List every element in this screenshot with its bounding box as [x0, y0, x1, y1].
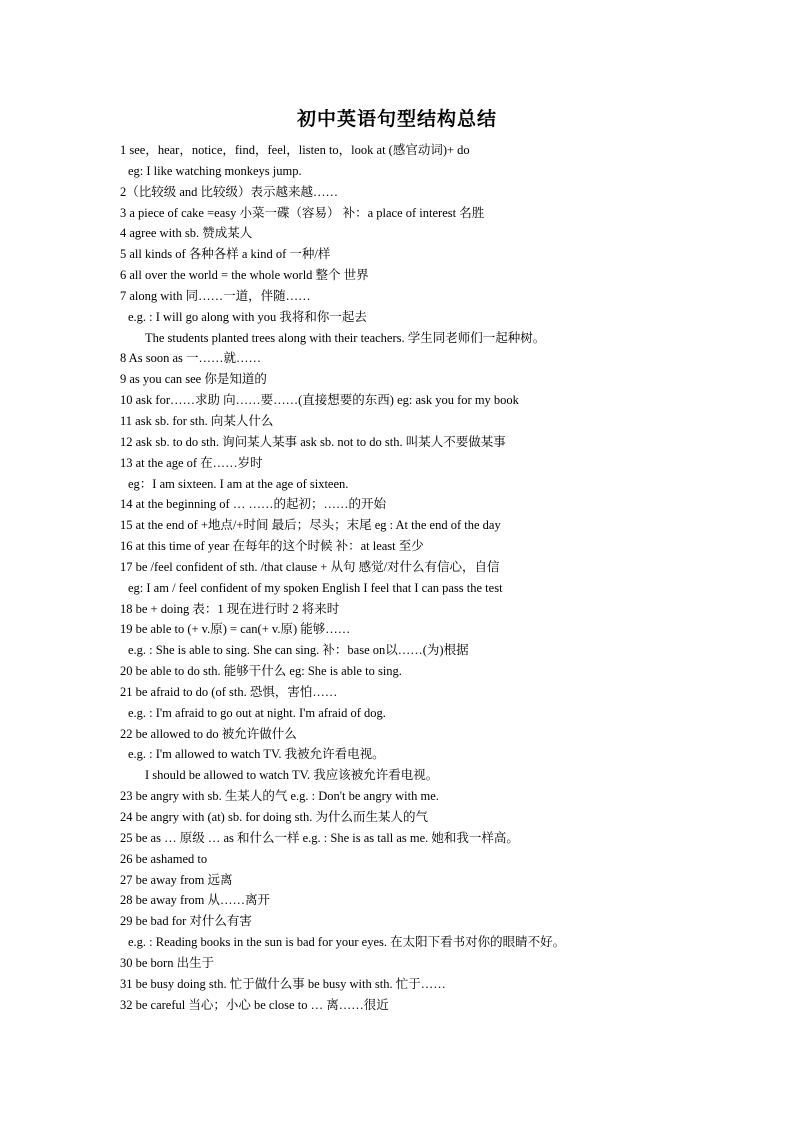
pattern-line: 8 As soon as 一……就…… — [120, 351, 261, 366]
example-line: The students planted trees along with their teachers. 学生同老师们一起种树。 — [145, 330, 546, 345]
pattern-line: 12 ask sb. to do sth. 询问某人某事 ask sb. not to do sth. 叫某人不要做某事 — [120, 434, 506, 449]
pattern-line: 18 be + doing 表：1 现在进行时 2 将来时 — [120, 601, 340, 616]
pattern-line: 4 agree with sb. 赞成某人 — [120, 226, 253, 241]
pattern-line: 5 all kinds of 各种各样 a kind of 一种/样 — [120, 247, 331, 262]
pattern-line: 29 be bad for 对什么有害 — [120, 914, 252, 929]
example-line: e.g. : I'm afraid to go out at night. I'm afraid of dog. — [128, 705, 386, 720]
pattern-line: 7 along with 同……一道，伴随…… — [120, 288, 311, 303]
pattern-line: 6 all over the world = the whole world 整个 世界 — [120, 268, 369, 283]
pattern-line: 28 be away from 从……离开 — [120, 893, 270, 908]
pattern-line: 20 be able to do sth. 能够干什么 eg: She is able to sing. — [120, 664, 402, 679]
pattern-line: 1 see，hear，notice，find，feel，listen to，look at (感官动词)+ do — [120, 143, 470, 157]
pattern-line: 32 be careful 当心；小心 be close to … 离……很近 — [120, 997, 389, 1012]
pattern-line: 30 be born 出生于 — [120, 955, 215, 970]
example-line: eg：I am sixteen. I am at the age of sixteen. — [128, 476, 349, 491]
pattern-line: 27 be away from 远离 — [120, 872, 233, 887]
pattern-line: 19 be able to (+ v.原) = can(+ v.原) 能够…… — [120, 622, 351, 637]
pattern-line: 14 at the beginning of … ……的起初；……的开始 — [120, 497, 386, 512]
pattern-line: 24 be angry with (at) sb. for doing sth. 为什么而生某人的气 — [120, 810, 428, 824]
pattern-line: 9 as you can see 你是知道的 — [120, 372, 267, 387]
pattern-line: 11 ask sb. for sth. 向某人什么 — [120, 413, 274, 428]
pattern-line: 13 at the age of 在……岁时 — [120, 455, 263, 470]
pattern-line: 2（比较级 and 比较级）表示越来越…… — [120, 184, 339, 199]
example-line: e.g. : Reading books in the sun is bad for your eyes. 在太阳下看书对你的眼睛不好。 — [128, 935, 566, 950]
example-line: e.g. : She is able to sing. She can sing. 补：base on以……(为)根据 — [128, 643, 469, 658]
example-line: e.g. : I'm allowed to watch TV. 我被允许看电视。 — [128, 747, 385, 762]
example-line: eg: I am / feel confident of my spoken English I feel that I can pass the test — [128, 580, 503, 595]
pattern-line: 21 be afraid to do (of sth. 恐惧，害怕…… — [120, 684, 338, 699]
pattern-line: 26 be ashamed to — [120, 851, 208, 866]
pattern-line: 17 be /feel confident of sth. /that clause + 从句 感觉/对什么有信心，自信 — [120, 559, 500, 574]
pattern-line: 3 a piece of cake =easy 小菜一碟（容易） 补：a place of interest 名胜 — [120, 205, 485, 220]
example-line: eg: I like watching monkeys jump. — [128, 163, 302, 178]
example-line: e.g. : I will go along with you 我将和你一起去 — [128, 309, 367, 324]
pattern-line: 16 at this time of year 在每年的这个时候 补：at least 至少 — [120, 539, 424, 554]
pattern-line: 15 at the end of +地点/+时间 最后；尽头；末尾 eg : At the end of the day — [120, 518, 501, 533]
example-line: I should be allowed to watch TV. 我应该被允许看电视。 — [145, 768, 439, 783]
sentence-pattern-list — [120, 140, 760, 1015]
pattern-line: 10 ask for……求助 向……要……(直接想要的东西) eg: ask you for my book — [120, 393, 519, 408]
pattern-line: 31 be busy doing sth. 忙于做什么事 be busy with sth. 忙于…… — [120, 976, 446, 991]
pattern-line: 22 be allowed to do 被允许做什么 — [120, 726, 297, 741]
pattern-line: 23 be angry with sb. 生某人的气 e.g. : Don't be angry with me. — [120, 789, 439, 804]
pattern-line: 25 be as … 原级 … as 和什么一样 e.g. : She is as tall as me. 她和我一样高。 — [120, 830, 519, 845]
document-title: 初中英语句型结构总结 — [296, 109, 497, 130]
